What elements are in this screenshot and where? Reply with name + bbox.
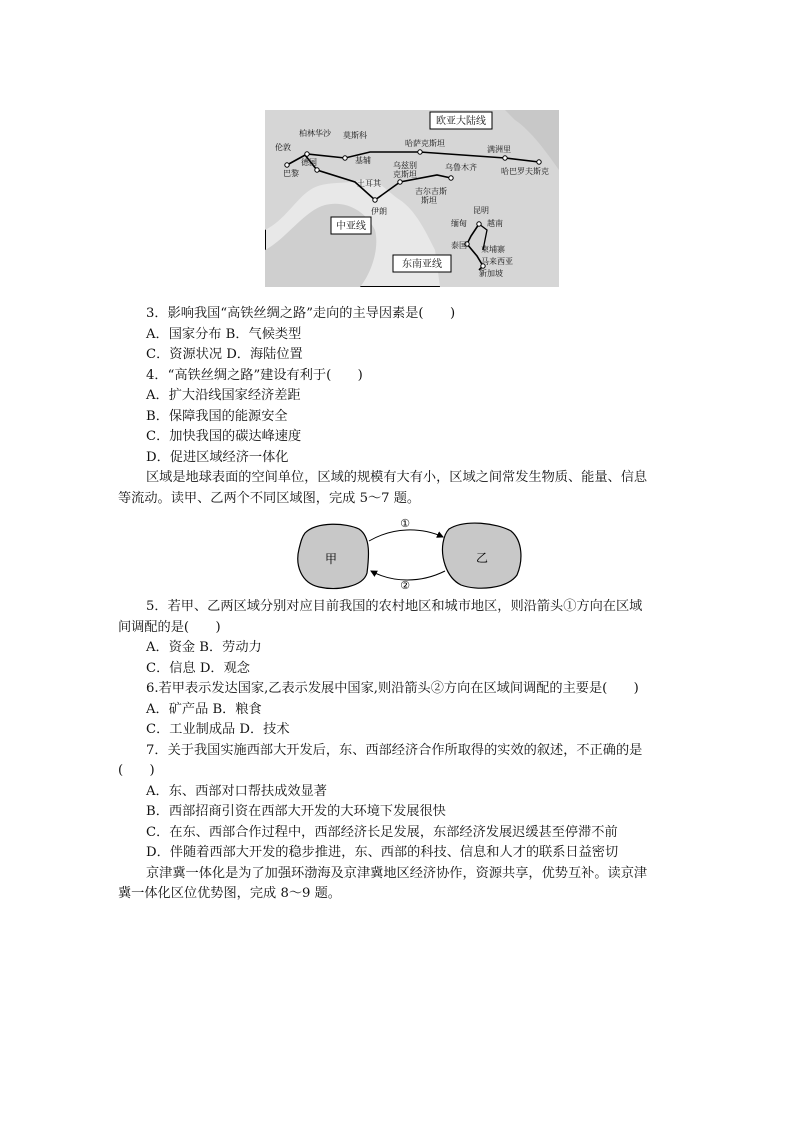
q3-options-cd: C．资源状况 D．海陆位置 [146, 347, 303, 362]
questions-5-7 [118, 597, 678, 905]
q7-option-d: D．伴随着西部大开发的稳步推进，东、西部的科技、信息和人才的联系日益密切 [146, 845, 619, 860]
label-manzhouli: 满洲里 [487, 145, 511, 154]
intro1-line1: 区域是地球表面的空间单位，区域的规模有大有小，区域之间常发生物质、能量、信息 [146, 470, 648, 485]
high-speed-rail-map [265, 110, 559, 287]
label-moscow: 莫斯科 [343, 131, 367, 140]
central-asia-label: 中亚线 [336, 221, 366, 232]
label-kunming: 昆明 [473, 206, 489, 215]
label-malaysia: 马来西亚 [481, 257, 513, 266]
q7-option-b: B．西部招商引资在西部大开发的大环境下发展很快 [146, 804, 446, 819]
label-uzbekistan-2: 克斯坦 [393, 170, 417, 179]
q6-options-ab: A．矿产品 B．粮食 [146, 701, 262, 717]
q7-option-a: A．东、西部对口帮扶成效显著 [146, 783, 327, 799]
q7-stem-2: ( ) [118, 763, 155, 778]
q6-stem: 6.若甲表示发达国家,乙表示发展中国家,则沿箭头②方向在区域间调配的主要是( ) [146, 681, 639, 696]
arrow-1-label: ① [400, 517, 410, 530]
label-paris: 巴黎 [283, 169, 299, 178]
label-iran: 伊朗 [371, 207, 387, 216]
q6-options-cd: C．工业制成品 D．技术 [146, 722, 290, 737]
southeast-asia-label: 东南亚线 [402, 259, 442, 270]
label-singapore: 新加坡 [479, 269, 503, 278]
label-cambodia: 柬埔寨 [481, 245, 505, 254]
eurasia-label: 欧亚大陆线 [436, 116, 486, 127]
q5-options-cd: C．信息 D．观念 [146, 660, 250, 676]
q7-stem-1: 7．关于我国实施西部大开发后，东、西部经济合作所取得的实效的叙述，不正确的是 [146, 742, 643, 758]
q5-options-ab: A．资金 B．劳动力 [146, 640, 262, 655]
label-myanmar: 缅甸 [451, 219, 467, 228]
q4-stem: 4．“高铁丝绸之路”建设有利于( ) [146, 367, 363, 383]
arrow-2-label: ② [400, 579, 410, 592]
label-germany: 德国 [301, 158, 317, 167]
label-kyrgyzstan-1: 吉尔吉斯 [415, 187, 447, 196]
region-flow-diagram [297, 515, 523, 593]
label-kiev: 基辅 [355, 156, 371, 165]
label-thailand: 泰国 [451, 241, 467, 250]
label-urumqi: 乌鲁木齐 [445, 163, 477, 172]
label-berlin-warsaw: 柏林华沙 [299, 129, 331, 138]
q7-option-c: C．在东、西部合作过程中，西部经济长足发展，东部经济发展迟缓甚至停滞不前 [146, 824, 618, 840]
label-london: 伦敦 [275, 143, 291, 152]
q4-option-c: C．加快我国的碳达峰速度 [146, 429, 302, 444]
q5-stem-2: 间调配的是( ) [118, 619, 221, 635]
intro2-line2: 冀一体化区位优势图，完成 8～9 题。 [118, 886, 341, 901]
region-a-label: 甲 [324, 552, 338, 566]
label-vietnam: 越南 [487, 219, 503, 228]
intro1-line2: 等流动。读甲、乙两个不同区域图，完成 5～7 题。 [118, 490, 421, 506]
q4-option-a: A．扩大沿线国家经济差距 [146, 388, 301, 403]
label-kyrgyzstan-2: 斯坦 [421, 196, 437, 205]
q4-option-b: B．保障我国的能源安全 [146, 408, 288, 424]
q3-stem: 3．影响我国“高铁丝绸之路”走向的主导因素是( ) [146, 306, 456, 321]
questions-3-4 [118, 304, 678, 509]
arrow-1 [369, 530, 443, 541]
q5-stem-1: 5．若甲、乙两区域分别对应目前我国的农村地区和城市地区，则沿箭头①方向在区域 [146, 599, 643, 614]
label-turkey: 土耳其 [357, 179, 381, 188]
intro2-line1: 京津冀一体化是为了加强环渤海及京津冀地区经济协作，资源共享，优势互补。读京津 [146, 865, 648, 881]
q3-options-ab: A．国家分布 B．气候类型 [146, 326, 302, 342]
label-uzbekistan-1: 乌兹别 [393, 161, 417, 170]
q4-option-d: D．促进区域经济一体化 [146, 449, 289, 465]
label-khabarovsk: 哈巴罗夫斯克 [501, 167, 549, 176]
label-kazakhstan: 哈萨克斯坦 [405, 139, 445, 148]
region-b-label: 乙 [475, 551, 489, 565]
